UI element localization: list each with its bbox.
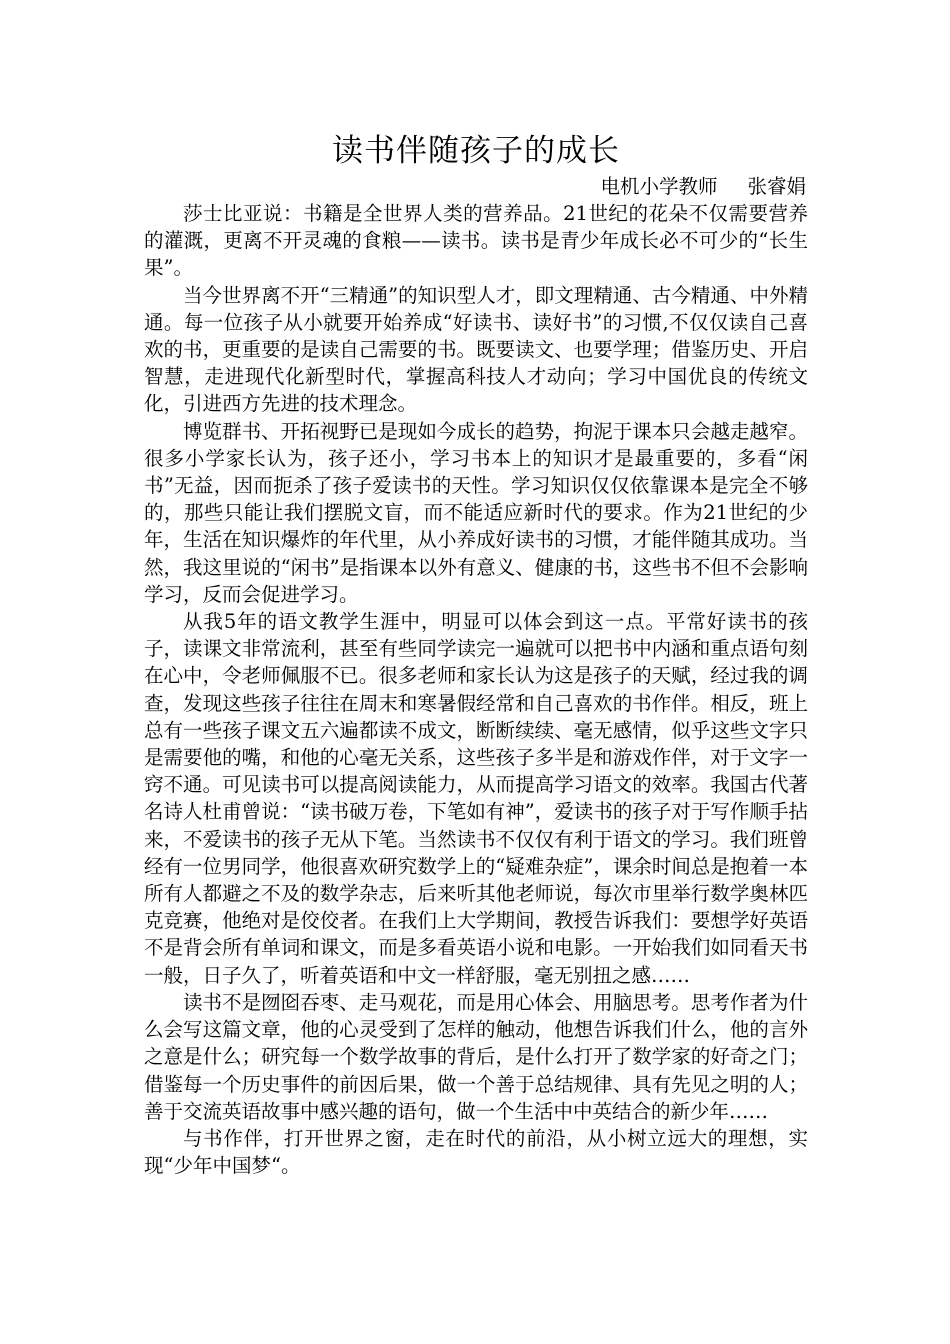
author-name: 张睿娟 [747,175,806,198]
paragraph-1: 莎士比亚说：书籍是全世界人类的营养品。21世纪的花朵不仅需要营养的灌溉，更离不开灵魂的食粮——读书。读书是青少年成长必不可少的“长生果”。 [144,202,808,280]
document-page [144,128,808,1179]
paragraph-4: 从我5年的语文教学生涯中，明显可以体会到这一点。平常好读书的孩子，读课文非常流利，甚至有些同学读完一遍就可以把书中内涵和重点语句刻在心中，令老师佩服不已。很多老师和家长认为这是孩子的天赋，经过我的调查，发现这些孩子往往在周末和寒暑假经常和自己喜欢的书作伴。相反，班上总有一些孩子课文五六遍都读不成文，断断续续、毫无感情，似乎这些文字只是需要他的嘴，和他的心毫无关系，这些孩子多半是和游戏作伴，对于文字一窍不通。可见读书可以提高阅读能力，从而提高学习语文的效率。我国古代著名诗人杜甫曾说：“读书破万卷，下笔如有神”，爱读书的孩子对于写作顺手拈来，不爱读书的孩子无从下笔。当然读书不仅仅有利于语文的学习。我们班曾经有一位男同学，他很喜欢研究数学上的“疑难杂症”，课余时间总是抱着一本所有人都避之不及的数学杂志，后来听其他老师说，每次市里举行数学奥林匹克竞赛，他绝对是佼佼者。在我们上大学期间，教授告诉我们：要想学好英语不是背会所有单词和课文，而是多看英语小说和电影。一开始我们如同看天书一般，日子久了，听着英语和中文一样舒服，毫无别扭之感…… [144,610,808,987]
paragraph-6: 与书作伴，打开世界之窗，走在时代的前沿，从小树立远大的理想，实现“少年中国梦“。 [144,1126,808,1178]
author-role: 电机小学教师 [600,175,718,198]
paragraph-3: 博览群书、开拓视野已是现如今成长的趋势，拘泥于课本只会越走越窄。很多小学家长认为，孩子还小，学习书本上的知识才是最重要的，多看“闲书”无益，因而扼杀了孩子爱读书的天性。学习知识仅仅依靠课本是完全不够的，那些只能让我们摆脱文盲，而不能适应新时代的要求。作为21世纪的少年，生活在知识爆炸的年代里，从小养成好读书的习惯，才能伴随其成功。当然，我这里说的“闲书”是指课本以外有意义、健康的书，这些书不但不会影响学习，反而会促进学习。 [144,419,808,606]
article-title: 读书伴随孩子的成长 [332,133,620,169]
paragraph-5: 读书不是囫囵吞枣、走马观花，而是用心体会、用脑思考。思考作者为什么会写这篇文章，他的心灵受到了怎样的触动，他想告诉我们什么，他的言外之意是什么；研究每一个数学故事的背后，是什么打开了数学家的好奇之门；借鉴每一个历史事件的前因后果，做一个善于总结规律、具有先见之明的人；善于交流英语故事中感兴趣的语句，做一个生活中中英结合的新少年…… [144,990,808,1123]
byline [144,174,808,200]
paragraph-2: 当今世界离不开“三精通”的知识型人才，即文理精通、古今精通、中外精通。每一位孩子从小就要开始养成“好读书、读好书”的习惯,不仅仅读自己喜欢的书，更重要的是读自己需要的书。既要读文、也要学理；借鉴历史、开启智慧，走进现代化新型时代，掌握高科技人才动向；学习中国优良的传统文化，引进西方先进的技术理念。 [144,283,808,416]
